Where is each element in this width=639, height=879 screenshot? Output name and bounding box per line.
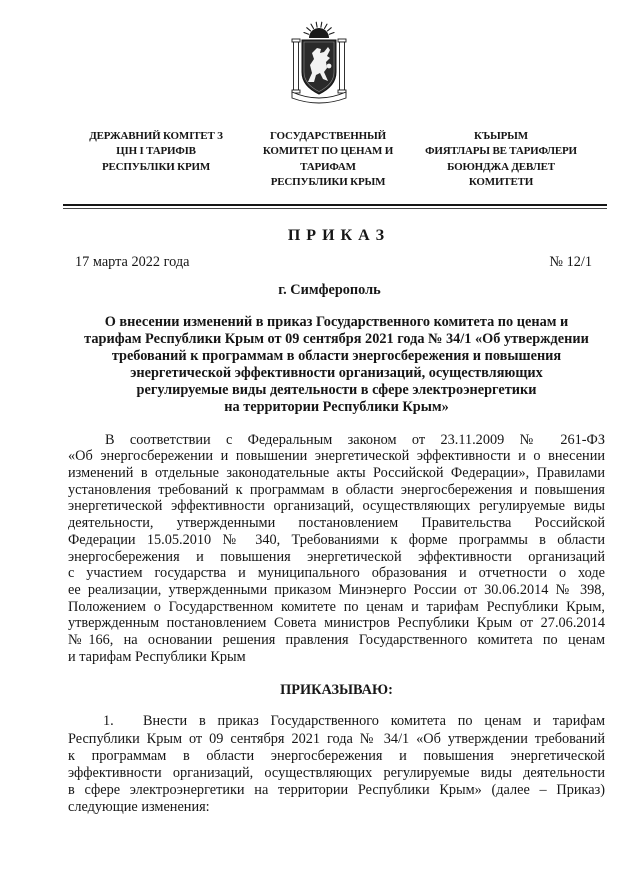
item-line: в сфере электроэнергетики на территории Республики Крым» (далее – Приказ) [68, 782, 605, 799]
header-crimean-tatar-name [414, 129, 588, 190]
header-line: ФИЯТЛАРЫ ВЕ ТАРИФЛЕРИ [425, 145, 577, 158]
document-date: 17 марта 2022 года [75, 254, 190, 270]
header-line: БОЮНДЖА ДЕВЛЕТ [447, 160, 555, 173]
coat-of-arms-icon [290, 14, 348, 108]
header-line: ЦІН І ТАРИФІВ [116, 145, 196, 158]
header-line: ГОСУДАРСТВЕННЫЙ [270, 130, 386, 142]
title-line: регулируемые виды деятельности в сфере электроэнергетики [136, 381, 537, 398]
preamble-line: ее реализации, утвержденными приказом Минэнерго России от 30.06.2014 № 398, [68, 581, 605, 598]
order-item [68, 713, 605, 816]
order-heading: ПРИКАЗЫВАЮ: [280, 682, 393, 698]
header-ukrainian-name [70, 129, 242, 175]
item-line [68, 713, 605, 730]
preamble-line: №166, на основании решения правления Государственного комитета по ценам [68, 632, 605, 649]
preamble-line: деятельности, утвержденными постановлением Правительства Российской [68, 515, 605, 532]
preamble-line: утвержденным постановлением Совета министров Республики Крым от 27.06.2014 [68, 615, 605, 632]
title-line: требований к программам в области энергосбережения и повышения [111, 347, 562, 364]
preamble-line: изменений в отдельные законодательные акты Российской Федерации», Правилами [68, 465, 605, 481]
header-line: КОМИТЕТ ПО ЦЕНАМ И [262, 145, 394, 158]
item-line: к программам в области энергосбережения и повышения энергетической [68, 747, 605, 764]
preamble-paragraph [68, 432, 605, 666]
item-number: 1. [103, 713, 114, 730]
title-line: О внесении изменений в приказ Государственного комитета по ценам и [104, 313, 569, 330]
document-title [68, 314, 605, 416]
header-line: РЕСПУБЛІКИ КРИМ [101, 160, 211, 173]
title-line: на территории Республики Крым» [224, 398, 449, 415]
document-number: № 12/1 [549, 254, 592, 270]
preamble-line: Положением о Государственном комитете по ценам и тарифам Республики Крым, [68, 598, 605, 615]
header-divider-thin [63, 208, 607, 209]
header-line: ТАРИФАМ [300, 160, 356, 173]
header-divider [63, 204, 607, 206]
preamble-line: с участием государства и муниципального образования и отчетности о ходе [68, 565, 605, 582]
preamble-line: энергосбережения и повышения энергетической эффективности организаций [68, 548, 605, 565]
title-line: тарифам Республики Крым от 09 сентября 2021 года № 34/1 «Об утверждении [84, 330, 589, 347]
item-line: Республики Крым от 09 сентября 2021 года № 34/1 «Об утверждении требований [68, 730, 605, 747]
header-line: РЕСПУБЛИКИ КРЫМ [270, 175, 386, 188]
preamble-line: энергетической эффективности организаций, осуществляющих регулируемые виды [68, 498, 605, 515]
title-line: энергетической эффективности организаций, осуществляющих [130, 364, 543, 381]
item-line: следующие изменения: [68, 799, 210, 816]
preamble-line: «Об энергосбережении и повышении энергетической эффективности и о внесении [68, 448, 605, 465]
header-russian-name [243, 129, 413, 190]
preamble-line: установления требований к программам в области энергосбережения и повышения [68, 481, 605, 498]
header-line: ДЕРЖАВНИЙ КОМІТЕТ З [89, 130, 223, 142]
document-city: г. Симферополь [278, 282, 381, 298]
item-line: эффективности организаций, осуществляющих регулируемые виды деятельности [68, 765, 605, 781]
header-line: КОМИТЕТИ [468, 175, 534, 188]
preamble-line: Федерации 15.05.2010 № 340, Требованиями к форме программы в области [68, 531, 605, 548]
preamble-line: В соответствии с Федеральным законом от 23.11.2009 № 261-ФЗ [105, 431, 605, 448]
header-line: КЪЫРЫМ [474, 130, 528, 142]
preamble-line: и тарифам Республики Крым [68, 648, 246, 665]
document-type: П Р И К А З [287, 227, 386, 244]
item-text: Внести в приказ Государственного комитета по ценам и тарифам [143, 713, 605, 730]
